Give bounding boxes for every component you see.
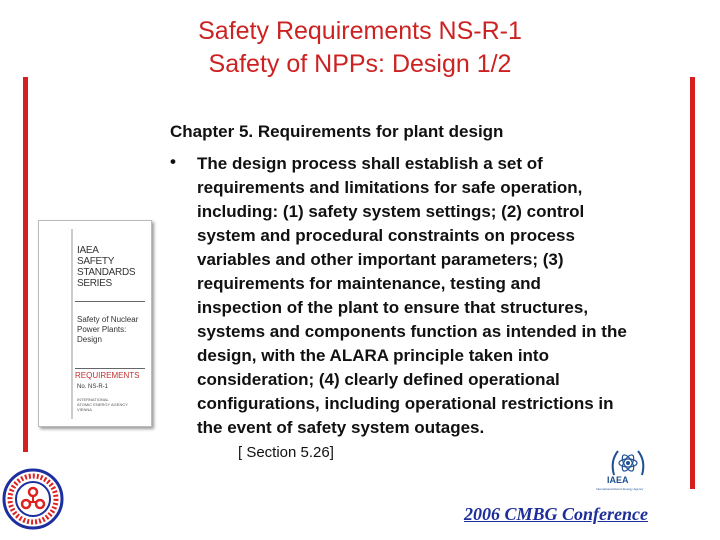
book-title bbox=[77, 315, 138, 345]
book-title-line: Safety of Nuclear bbox=[77, 315, 139, 324]
book-series-line: STANDARDS bbox=[77, 267, 136, 278]
book-rule bbox=[75, 368, 145, 369]
iaea-laurel-left bbox=[613, 451, 618, 475]
book-publisher-line: INTERNATIONAL bbox=[77, 397, 109, 402]
book-cover-image bbox=[38, 220, 152, 427]
body-line: including: (1) safety system settings; (2) control bbox=[197, 202, 585, 221]
iaea-nucleus bbox=[626, 461, 630, 465]
bullet-marker: • bbox=[170, 152, 176, 171]
book-series-line: SERIES bbox=[77, 278, 112, 289]
book-title-line: Power Plants: bbox=[77, 325, 127, 334]
left-accent-bar bbox=[23, 77, 28, 452]
conference-footer: 2006 CMBG Conference bbox=[464, 504, 648, 524]
book-publisher-line: VIENNA bbox=[77, 407, 92, 412]
body-line: the event of safety system outages. bbox=[197, 418, 485, 437]
book-series-line: IAEA bbox=[77, 245, 99, 256]
book-publisher bbox=[77, 397, 128, 412]
book-series-title bbox=[77, 245, 135, 289]
body-line: inspection of the plant to ensure that structures, bbox=[197, 298, 589, 317]
book-publisher-line: ATOMIC ENERGY AGENCY bbox=[77, 402, 128, 407]
slide-title-line1: Safety Requirements NS-R-1 bbox=[198, 17, 522, 45]
book-rule bbox=[75, 301, 145, 302]
body-line: requirements and limitations for safe operation, bbox=[197, 178, 583, 197]
bullet-body-text bbox=[197, 152, 705, 440]
iaea-subtitle: International Atomic Energy Agency bbox=[596, 487, 644, 491]
chapter-heading: Chapter 5. Requirements for plant design bbox=[170, 122, 504, 141]
section-reference: [ Section 5.26] bbox=[238, 444, 334, 461]
iaea-laurel-right bbox=[638, 451, 643, 475]
body-line: configurations, including operational restrictions in bbox=[197, 394, 614, 413]
book-title-line: Design bbox=[77, 335, 102, 344]
body-line: The design process shall establish a set of bbox=[197, 154, 543, 173]
book-number: No. NS-R-1 bbox=[77, 384, 109, 390]
book-spine-line bbox=[71, 229, 73, 419]
body-line: system and procedural constraints on process bbox=[197, 226, 575, 245]
book-requirements-label: REQUIREMENTS bbox=[75, 371, 140, 380]
organization-seal-icon bbox=[2, 468, 64, 530]
body-line: consideration; (4) clearly defined operational bbox=[197, 370, 560, 389]
book-series-line: SAFETY bbox=[77, 256, 115, 267]
body-line: design, with the ALARA principle taken into bbox=[197, 346, 549, 365]
body-line: requirements for maintenance, testing and bbox=[197, 274, 541, 293]
body-line: variables and other important parameters; (3) bbox=[197, 250, 564, 269]
slide-title-line2: Safety of NPPs: Design 1/2 bbox=[208, 50, 512, 78]
iaea-label: IAEA bbox=[607, 475, 629, 485]
body-line: systems and components function as intended in the bbox=[197, 322, 627, 341]
